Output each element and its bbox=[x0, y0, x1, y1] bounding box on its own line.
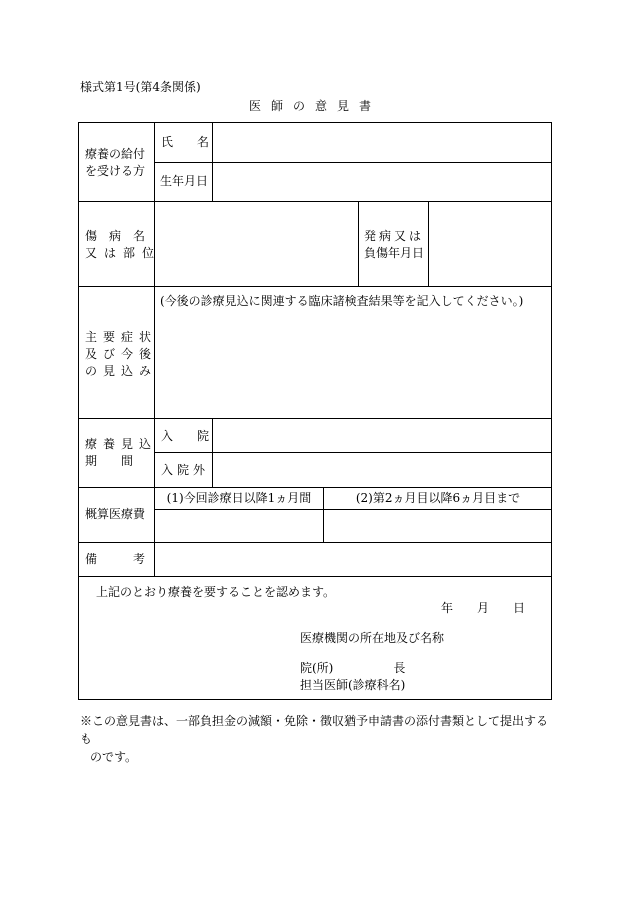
cost-col1-header: (1)今回診療日以降1ヵ月間 bbox=[166, 491, 312, 505]
onset-date-field[interactable] bbox=[429, 202, 551, 285]
director-label: 院(所) 長 bbox=[300, 661, 406, 675]
remarks-field[interactable] bbox=[155, 543, 551, 575]
footnote: ※この意見書は、一部負担金の減額・免除・徴収猶予申請書の添付書類として提出するも のです。 bbox=[80, 714, 549, 764]
form-number-label: 様式第1号(第4条関係) bbox=[80, 80, 201, 94]
cost-col2-header: (2)第2ヵ月目以降6ヵ月目まで bbox=[355, 491, 521, 505]
inpatient-field[interactable] bbox=[213, 419, 551, 451]
column-divider bbox=[358, 201, 359, 286]
doctor-label: 担当医師(診療科名) bbox=[300, 678, 406, 692]
birthdate-label: 生年月日 bbox=[160, 174, 209, 188]
row-divider bbox=[78, 576, 552, 577]
outpatient-field[interactable] bbox=[213, 453, 551, 486]
period-label: 療養見込 期 間 bbox=[85, 437, 158, 468]
cost-months2to6-field[interactable] bbox=[324, 510, 551, 541]
onset-label: 発病又は 負傷年月日 bbox=[364, 229, 425, 260]
row-divider bbox=[78, 487, 552, 488]
remarks-label: 備 考 bbox=[85, 552, 146, 566]
disease-label: 傷病名 又は部位 bbox=[85, 229, 162, 260]
patient-name-field[interactable] bbox=[213, 123, 551, 161]
patient-label: 療養の給付 を受ける方 bbox=[85, 147, 146, 178]
outpatient-label: 入院外 bbox=[161, 463, 210, 477]
symptoms-label: 主要症状 及び今後 の見込み bbox=[85, 330, 158, 378]
certification-statement: 上記のとおり療養を要することを認めます。 bbox=[96, 585, 336, 599]
cost-label: 概算医療費 bbox=[85, 507, 146, 521]
birthdate-field[interactable] bbox=[213, 163, 551, 200]
disease-field[interactable] bbox=[155, 202, 357, 285]
name-label: 氏 名 bbox=[161, 135, 210, 149]
cost-month1-field[interactable] bbox=[155, 510, 322, 541]
symptoms-instruction: (今後の診療見込に関連する臨床諸検査結果等を記入してください。) bbox=[160, 294, 524, 308]
symptoms-field[interactable] bbox=[155, 312, 551, 417]
certification-date: 年 月 日 bbox=[441, 601, 526, 615]
page-title: 医師の意見書 bbox=[248, 99, 381, 113]
row-divider bbox=[78, 286, 552, 287]
inpatient-label: 入 院 bbox=[161, 429, 210, 443]
institution-label: 医療機関の所在地及び名称 bbox=[300, 631, 445, 645]
